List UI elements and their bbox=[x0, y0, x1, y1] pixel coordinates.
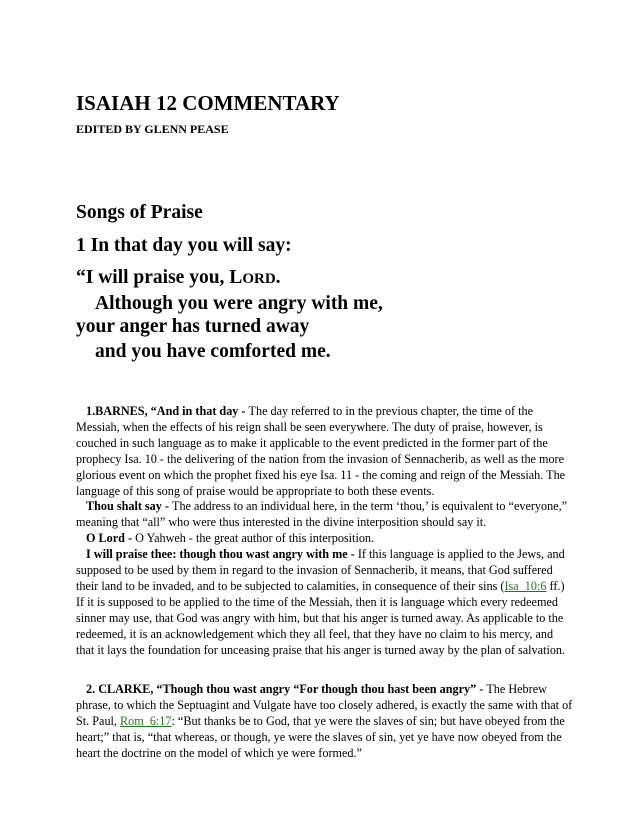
scripture-line-2: “I will praise you, LORD. bbox=[76, 267, 281, 288]
scripture-link-rom-6-17[interactable]: Rom_6:17 bbox=[120, 713, 172, 728]
small-caps-lord: ORD bbox=[242, 271, 276, 287]
barnes-paragraph-1: 1.BARNES, “And in that day - The day referred to in the previous chapter, the time of the Messiah, when the effects of his reign shall be seen everywhere. The duty of praise, however, is couched in such language as to make it applicable to the event predicted in the former part of the prophecy Isa. 10 - the delivering of the nation from the invasion of Sennacherib, as well as the more glorious event on which the prophet fixed his eye Isa. 11 - the coming and reign of the Messiah. The language of this song of praise would be appropriate to both these events. bbox=[76, 404, 566, 498]
clarke-paragraph-1: 2. CLARKE, “Though thou wast angry “For though thou hast been angry” - The Hebrew phrase, to which the Septuagint and Vulgate have too closely adhered, is exactly the same with that of St. Paul, Rom_6:17: “But thanks be to God, that ye were the slaves of sin; but have obeyed from the heart;” that is, “that whereas, or though, ye were the slaves of sin, yet ye have now obeyed from the heart the doctrine on the model of which ye were formed.” bbox=[76, 682, 573, 760]
page-title: ISAIAH 12 COMMENTARY bbox=[76, 91, 340, 115]
scripture-line-4: your anger has turned away bbox=[76, 316, 310, 337]
clarke-commentary bbox=[76, 682, 574, 762]
scripture-line-1: 1 In that day you will say: bbox=[76, 235, 292, 256]
barnes-paragraph-4: I will praise thee: though thou wast angry with me - If this language is applied to the Jews, and supposed to be used by them in regard to the invasion of Sennacherib, it means, that God suffered their land to be invaded, and to be subjected to calamities, in consequence of their sins (Isa_10:6 ff.) If it is supposed to be applied to the time of the Messiah, then it is language which every redeemed sinner may use, that God was angry with him, but that his anger is turned away. As applicable to the redeemed, it is an acknowledgement which they all feel, that they have no claim to his mercy, and that it lays the foundation for unceasing praise that his anger is turned away by the plan of salvation. bbox=[76, 547, 566, 657]
scripture-link-isa-10-6[interactable]: Isa_10:6 bbox=[504, 578, 547, 593]
scripture-heading: Songs of Praise bbox=[76, 202, 203, 223]
barnes-paragraph-2: Thou shalt say - The address to an individual here, in the term ‘thou,’ is equivalent to “everyone,” meaning that “all” who were thus interested in the divine interposition should say it. bbox=[76, 499, 568, 530]
barnes-paragraph-3: O Lord - O Yahweh - the great author of this interposition. bbox=[86, 531, 375, 546]
editor-credit: EDITED BY GLENN PEASE bbox=[76, 122, 229, 136]
scripture-line-5: and you have comforted me. bbox=[95, 341, 331, 362]
scripture-line-3: Although you were angry with me, bbox=[95, 293, 383, 314]
barnes-commentary bbox=[76, 404, 574, 659]
